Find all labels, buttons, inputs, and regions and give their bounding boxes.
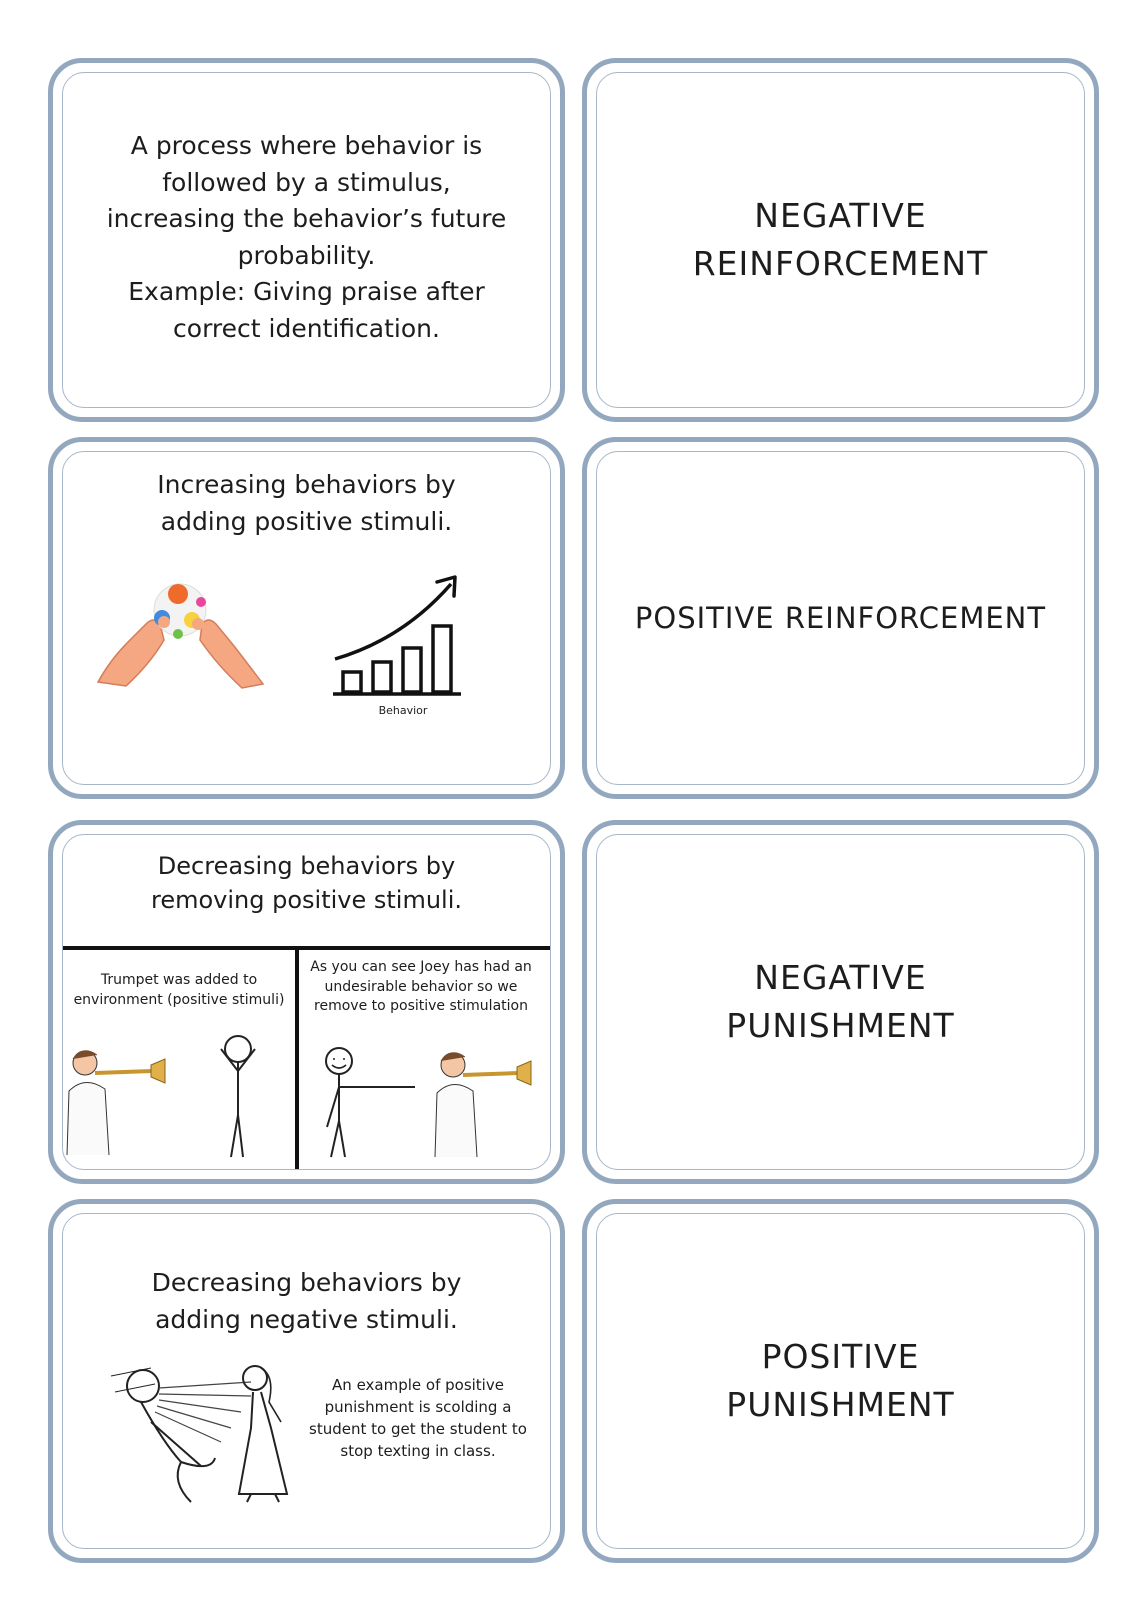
card-inner-frame [596, 834, 1085, 1170]
flashcard-definition-1[interactable] [48, 58, 565, 422]
trumpet-player-illustration [435, 1047, 539, 1157]
term-text-container [597, 452, 1084, 784]
term-text: NEGATIVE PUNISHMENT [726, 958, 955, 1045]
definition-text: Increasing behaviors by adding positive stimuli. [157, 470, 456, 536]
flashcard-definition-3[interactable] [48, 820, 565, 1184]
panel-right-caption: As you can see Joey has had an undesirable behavior so we remove to positive stimulation [310, 959, 532, 1014]
term-text: NEGATIVE REINFORCEMENT [692, 196, 989, 283]
definition-text: Decreasing behaviors by adding negative stimuli. [151, 1268, 462, 1334]
card-inner-frame [596, 72, 1085, 408]
pointing-stick-figure-illustration [319, 1047, 429, 1159]
card-inner-frame [596, 1213, 1085, 1549]
chart-caption: Behavior [378, 704, 428, 717]
flashcard-term-3[interactable] [582, 820, 1099, 1184]
term-text-container [597, 1214, 1084, 1548]
trumpet-player-illustration [65, 1045, 175, 1155]
increasing-bar-chart-icon [333, 564, 473, 694]
card-inner-frame [62, 72, 551, 408]
pop-it-toy-hands-illustration [98, 580, 268, 690]
comic-middle-divider [295, 946, 299, 1169]
card-inner-frame [62, 451, 551, 785]
definition-text: Decreasing behaviors by removing positive stimuli. [150, 852, 462, 914]
term-text-container [597, 835, 1084, 1169]
example-caption: An example of positive punishment is scolding a student to get the student to stop texting in class. [309, 1376, 527, 1460]
term-text: POSITIVE REINFORCEMENT [634, 601, 1047, 635]
scolding-sketch-illustration [111, 1362, 321, 1512]
flashcard-term-4[interactable] [582, 1199, 1099, 1563]
annoyed-stick-figure-illustration [203, 1031, 273, 1159]
card-inner-frame [62, 1213, 551, 1549]
card-inner-frame [596, 451, 1085, 785]
definition-text: A process where behavior is followed by a stimulus, increasing the behavior’s future probability. Example: Giving praise after correct identification. [106, 131, 507, 343]
panel-left-caption: Trumpet was added to environment (positive stimuli) [73, 972, 285, 1008]
flashcard-definition-4[interactable] [48, 1199, 565, 1563]
flashcard-term-2[interactable] [582, 437, 1099, 799]
term-text-container [597, 73, 1084, 407]
card-inner-frame [62, 834, 551, 1170]
term-text: POSITIVE PUNISHMENT [726, 1337, 955, 1424]
flashcard-term-1[interactable] [582, 58, 1099, 422]
flashcard-definition-2[interactable] [48, 437, 565, 799]
comic-top-divider [63, 946, 550, 950]
